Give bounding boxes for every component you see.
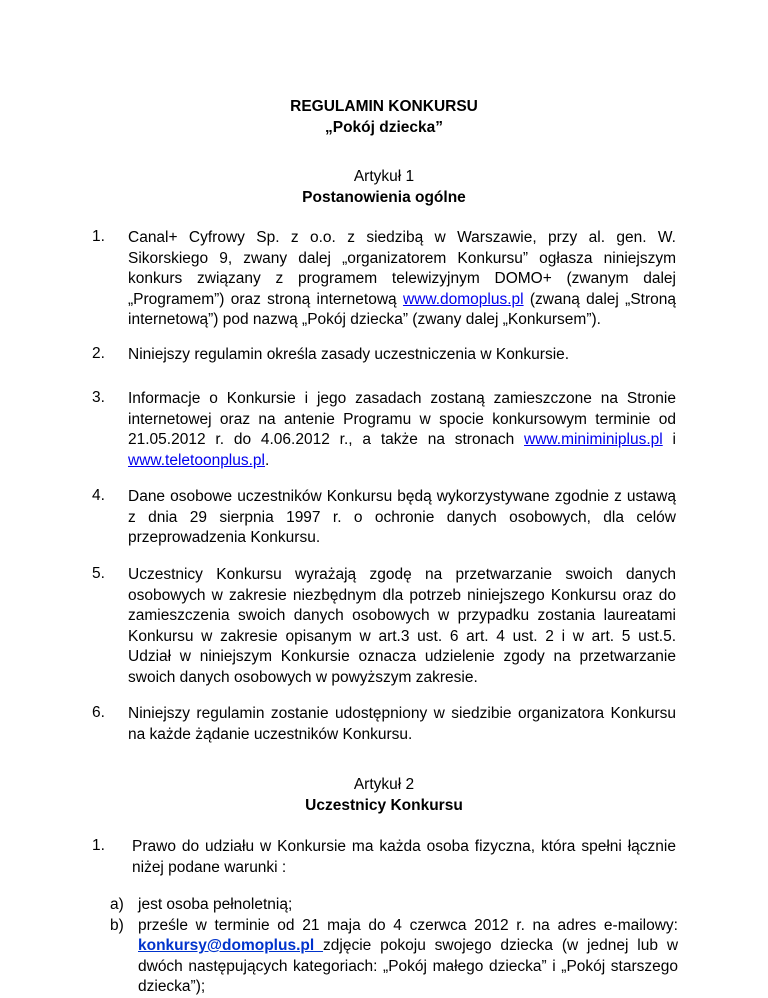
text: „Programem”) oraz stroną internetową	[128, 290, 397, 308]
text: .	[265, 451, 270, 469]
line: zamieszczenia swoich danych osobowych w przypadku zostania laureatami	[128, 607, 676, 624]
art1-paragraph-3	[128, 389, 676, 471]
domoplus-link[interactable]: www.domoplus.pl	[402, 290, 524, 308]
line: jest osoba pełnoletnią;	[138, 896, 293, 913]
line: Prawo do udziału w Konkursie ma każda osoba fizyczna, która spełni łącznie	[132, 838, 676, 855]
text: i	[672, 431, 676, 448]
conditions-list	[110, 895, 678, 998]
list-item	[110, 895, 678, 916]
line: internetowej oraz na antenie Programu w spocie konkursowym terminie od	[128, 410, 676, 428]
line: dwóch następujących kategoriach: „Pokój małego dziecka” i „Pokój starszego	[138, 957, 678, 975]
line: swoich danych osobowych w powyższym zakresie.	[128, 668, 478, 686]
document-title: REGULAMIN KONKURSU	[290, 98, 478, 115]
line: Canal+ Cyfrowy Sp. z o.o. z siedzibą w Warszawie, przy al. gen. W.	[128, 229, 676, 246]
art1-p6-number: 6.	[92, 704, 105, 721]
line: internetową”) pod nazwą „Pokój dziecka” (zwany dalej „Konkursem”).	[128, 311, 601, 328]
line: Niniejszy regulamin zostanie udostępniony w siedzibie organizatora Konkursu	[128, 705, 676, 722]
miniminiplus-link[interactable]: www.miniminiplus.pl	[524, 431, 663, 448]
line	[128, 451, 676, 472]
line: konkurs związany z programem telewizyjnym DOMO+ (zwanym dalej	[128, 270, 676, 287]
line: niżej podane warunki :	[132, 858, 287, 876]
line: Sikorskiego 9, zwany dalej „organizatorem Konkursu” ogłasza niniejszym	[128, 249, 676, 267]
art1-paragraph-4	[128, 487, 676, 549]
line: Niniejszy regulamin określa zasady uczestniczenia w Konkursie.	[128, 346, 570, 363]
text: (zwaną dalej „Stroną	[529, 290, 676, 308]
art1-paragraph-6	[128, 704, 676, 745]
art1-p1-number: 1.	[92, 228, 105, 245]
line	[138, 936, 678, 957]
art1-paragraph-5	[128, 565, 676, 688]
line: Udział w niniejszym Konkursie oznacza udzielenie zgody na przetwarzanie	[128, 648, 676, 665]
line: Dane osobowe uczestników Konkursu będą wykorzystywane zgodnie z ustawą	[128, 488, 676, 505]
art2-paragraph-1	[132, 837, 676, 878]
list-marker: b)	[110, 916, 124, 934]
line: dziecka”);	[138, 978, 206, 995]
line: na każde żądanie uczestników Konkursu.	[128, 725, 413, 743]
line: Konkursu w zakresie opisanym w art.3 ust. 6 art. 4 ust. 2 i w art. 5 ust.5.	[128, 627, 676, 645]
line: Informacje o Konkursie i jego zasadach zostaną zamieszczone na Stronie	[128, 390, 676, 407]
line: prześle w terminie od 21 maja do 4 czerwca 2012 r. na adres e-mailowy:	[138, 916, 678, 934]
article-1-heading: Artykuł 1	[353, 168, 415, 185]
art1-paragraph-2	[128, 345, 676, 366]
art1-p2-number: 2.	[92, 345, 105, 362]
line: osobowych w zakresie niezbędnym dla potrzeb niniejszego Konkursu oraz do	[128, 586, 676, 604]
art1-paragraph-1	[128, 228, 676, 331]
article-1-name: Postanowienia ogólne	[302, 189, 466, 206]
text: zdjęcie pokoju swojego dziecka (w jednej lub w	[323, 937, 679, 954]
art1-p5-number: 5.	[92, 565, 105, 582]
list-item	[110, 916, 678, 998]
line	[128, 290, 676, 311]
line: przeprowadzenia Konkursu.	[128, 529, 321, 546]
art1-p3-number: 3.	[92, 389, 105, 406]
line: Uczestnicy Konkursu wyrażają zgodę na przetwarzanie swoich danych	[128, 566, 676, 583]
teletoonplus-link[interactable]: www.teletoonplus.pl	[128, 451, 265, 469]
line	[128, 430, 676, 451]
text: 21.05.2012 r. do 4.06.2012 r., a także na stronach	[128, 431, 515, 448]
list-marker: a)	[110, 896, 124, 913]
document-subtitle: „Pokój dziecka”	[324, 119, 443, 136]
email-link[interactable]: konkursy@domoplus.pl	[138, 937, 324, 954]
art1-p4-number: 4.	[92, 487, 105, 504]
line: z dnia 29 sierpnia 1997 r. o ochronie danych osobowych, dla celów	[128, 508, 676, 526]
article-2-name: Uczestnicy Konkursu	[305, 797, 463, 814]
article-2-heading: Artykuł 2	[353, 776, 415, 793]
art2-p1-number: 1.	[92, 837, 105, 854]
